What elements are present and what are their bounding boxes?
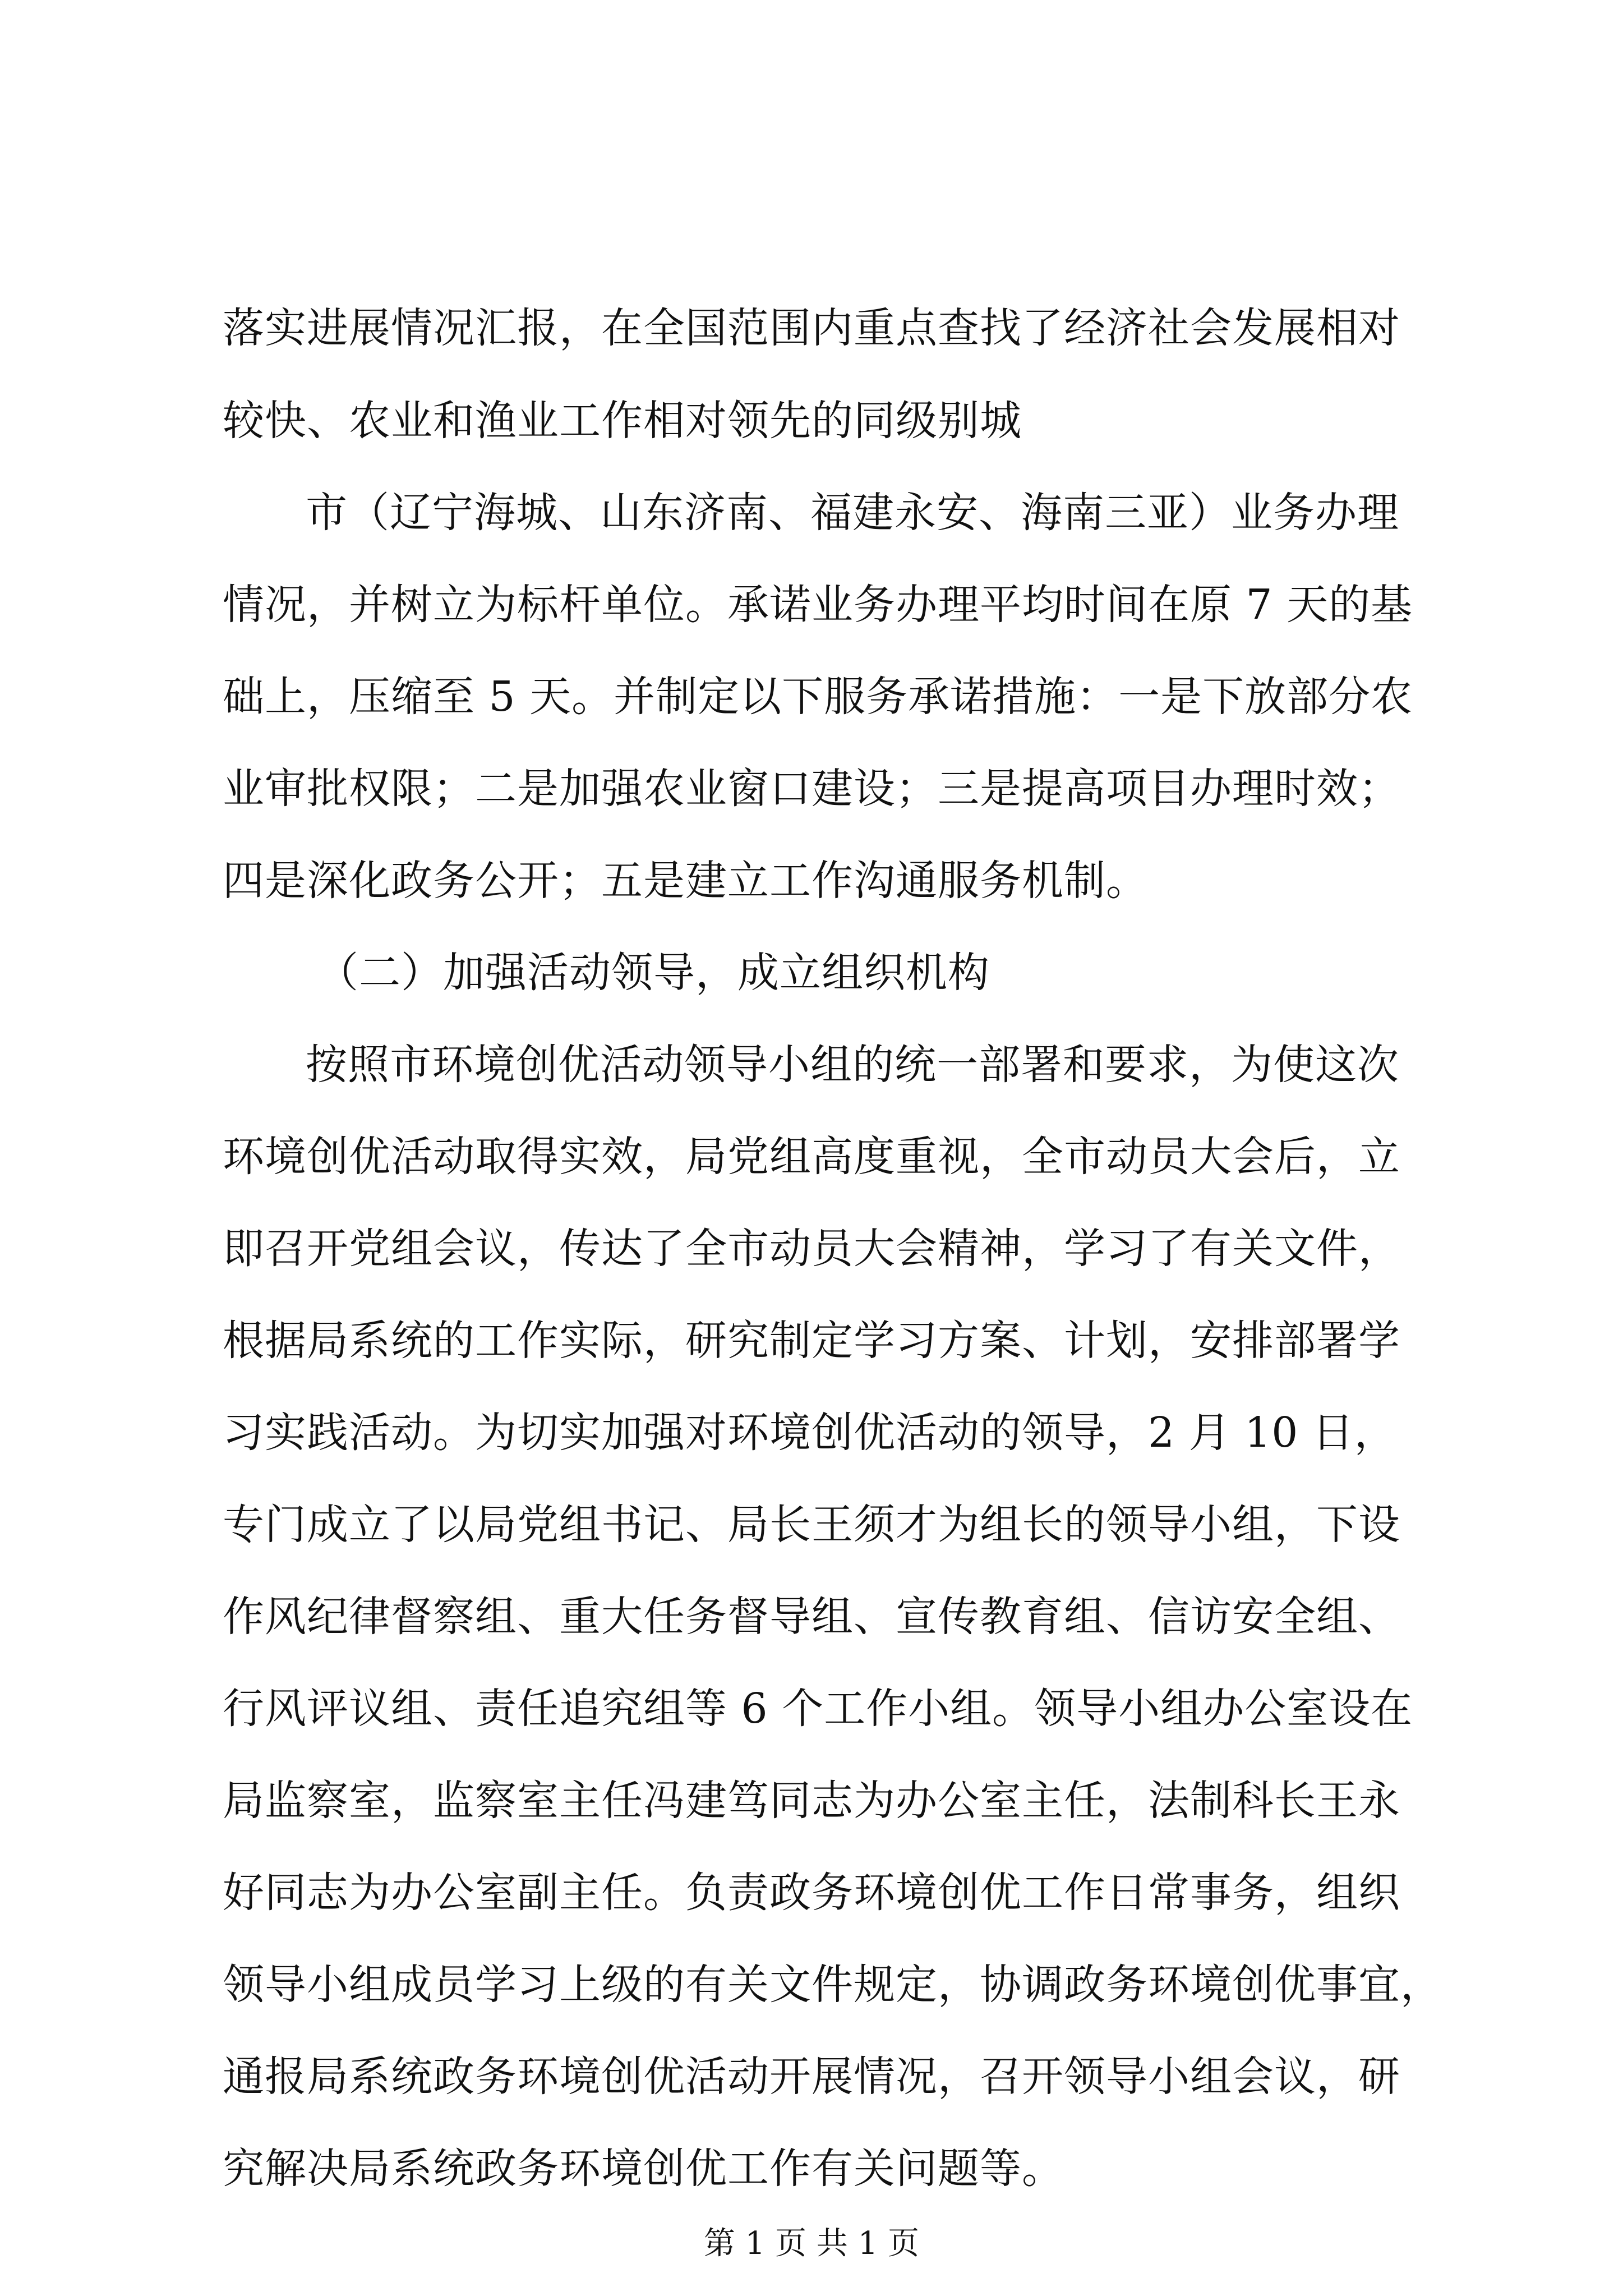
text-line: 通报局系统政务环境创优活动开展情况，召开领导小组会议，研 bbox=[223, 2053, 1400, 2101]
text-line: 即召开党组会议，传达了全市动员大会精神，学习了有关文件， bbox=[223, 1225, 1400, 1273]
text-line: 行风评议组、责任追究组等 6 个工作小组。领导小组办公室设在 bbox=[223, 1685, 1413, 1733]
page-footer: 第 1 页 共 1 页 bbox=[703, 2225, 920, 2262]
text-line: 四是深化政务公开；五是建立工作沟通服务机制。 bbox=[223, 857, 1148, 905]
text-line: 局监察室，监察室主任冯建笃同志为办公室主任，法制科长王永 bbox=[223, 1777, 1400, 1825]
section-heading: （二）加强活动领导，成立组织机构 bbox=[317, 949, 990, 997]
text-line: 作风纪律督察组、重大任务督导组、宣传教育组、信访安全组、 bbox=[223, 1593, 1400, 1641]
text-line: 环境创优活动取得实效，局党组高度重视，全市动员大会后，立 bbox=[223, 1133, 1400, 1181]
text-line: 情况，并树立为标杆单位。承诺业务办理平均时间在原 7 天的基 bbox=[223, 581, 1413, 629]
text-line: 习实践活动。为切实加强对环境创优活动的领导，2 月 10 日， bbox=[223, 1409, 1396, 1457]
text-line: 专门成立了以局党组书记、局长王须才为组长的领导小组，下设 bbox=[223, 1501, 1400, 1549]
text-line: 好同志为办公室副主任。负责政务环境创优工作日常事务，组织 bbox=[223, 1869, 1400, 1917]
text-line: 础上，压缩至 5 天。并制定以下服务承诺措施：一是下放部分农 bbox=[223, 673, 1413, 721]
text-line: 究解决局系统政务环境创优工作有关问题等。 bbox=[223, 2145, 1064, 2193]
text-line: 落实进展情况汇报，在全国范围内重点查找了经济社会发展相对 bbox=[223, 304, 1400, 352]
text-line: 按照市环境创优活动领导小组的统一部署和要求，为使这次 bbox=[306, 1041, 1399, 1089]
text-line: 较快、农业和渔业工作相对领先的同级别城 bbox=[223, 397, 1022, 445]
text-line: 业审批权限；二是加强农业窗口建设；三是提高项目办理时效； bbox=[223, 765, 1400, 813]
text-line: 领导小组成员学习上级的有关文件规定，协调政务环境创优事宜， bbox=[223, 1961, 1442, 2009]
text-line: 根据局系统的工作实际，研究制定学习方案、计划，安排部署学 bbox=[223, 1317, 1400, 1365]
text-line: 市（辽宁海城、山东济南、福建永安、海南三亚）业务办理 bbox=[306, 489, 1399, 537]
